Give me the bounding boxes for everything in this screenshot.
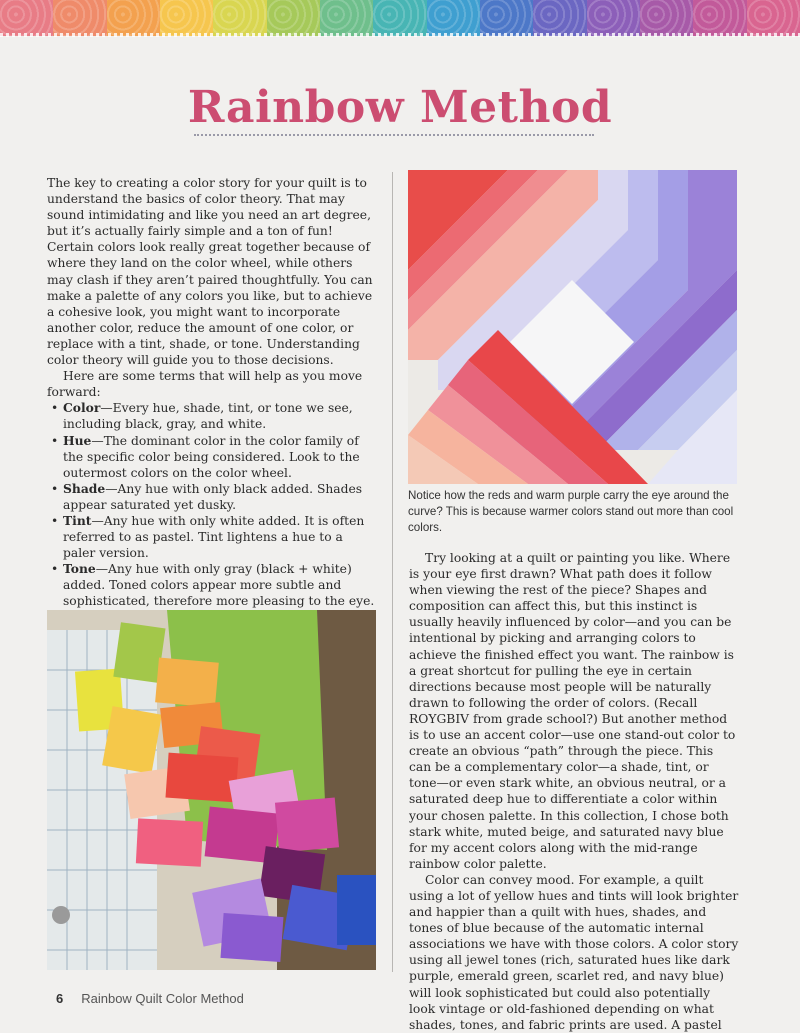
page-number: 6 [56,991,64,1006]
banner-fabric-swatch [640,0,693,36]
right-column [409,550,739,1033]
term-definition: —The dominant color in the color family of the specific color being considered. Look to the outermost colors on the color wheel. [63,433,360,480]
left-column [47,175,377,610]
term-definition: —Any hue with only black added. Shades appear saturated yet dusky. [63,481,363,512]
term-definition: —Any hue with only white added. It is often referred to as pastel. Tint lightens a hue to a paler version. [63,513,365,561]
banner-fabric-swatch [0,0,53,36]
column-divider [392,172,393,972]
title-dotted-rule [194,134,594,136]
banner-fabric-swatch [107,0,160,36]
body-paragraph: Color can convey mood. For example, a quilt using a lot of yellow hues and tints will look brighter and happier than a quilt with hues, shades, and tones of blue because of the automatic internal associations we have with those colors. A color story using all jewel tones (rich, saturated hues like dark purple, emerald green, scarlet red, and navy blue) will look sophisticated but could also potentially look vintage or old-fashioned depending on what shades, tones, and fabric prints are used. A pastel [409,872,739,1032]
list-item [47,561,377,609]
banner-fabric-swatch [213,0,266,36]
banner-fabric-swatch [53,0,106,36]
banner-fabric-swatch [373,0,426,36]
image-caption: Notice how the reds and warm purple carry the eye around the curve? This is because warmer colors stand out more than cool colors. [408,489,734,534]
list-item [47,481,377,513]
term-definition: —Every hue, shade, tint, or tone we see, including black, gray, and white. [63,401,353,432]
term-definition: —Any hue with only gray (black + white) added. Toned colors appear more subtle and sophisticated, therefore more pleasing to the eye. [63,562,375,609]
page-title: Rainbow Method [187,82,613,133]
list-item [47,400,377,432]
term-label: Tint [63,512,92,528]
banner-fabric-swatch [480,0,533,36]
terms-list [47,400,377,609]
page-footer [56,991,244,1006]
list-item [47,433,377,481]
banner-fabric-swatch [267,0,320,36]
terms-intro: Here are some terms that will help as you move forward: [47,369,363,400]
fabric-swatches-photo [47,610,376,970]
intro-paragraph: The key to creating a color story for your quilt is to understand the basics of color theory. That may sound intimidating and like you need an art degree, but it’s actually fairly simple and a ton of fun! Certain colors look really great together because of where they land on the color wheel, while others may clash if they aren’t paired thoughtfully. You can make a palette of any colors you like, but to achieve a cohesive look, you might want to incorporate another color, reduce the amount of one color, or replace with a tint, shade, or tone. Understanding color theory will guide you to those decisions. [47,176,373,368]
fabric-swatches-illustration [47,610,376,970]
term-label: Color [63,400,101,416]
banner-fabric-swatch [160,0,213,36]
rainbow-fabric-banner [0,0,800,36]
term-label: Shade [63,480,106,496]
body-paragraph: Try looking at a quilt or painting you like. Where is your eye first drawn? What path does it follow when viewing the rest of the piece? Shapes and composition can affect this, but this instinct is usually heavily influenced by color—and you can be intentional by picking and arranging colors to achieve the finished effect you want. The rainbow is a great shortcut for pulling the eye in certain directions because most people will be naturally drawn to following the order of colors. (Recall ROYGBIV from grade school?) But another method is to use an accent color—use one stand-out color to create an obvious “path” through the piece. This can be a complementary color—a shade, tint, or tone—or even stark white, an obvious neutral, or a saturated deep hue to differentiate a color within your chosen palette. In this collection, I chose both stark white, muted beige, and saturated navy blue for my accent colors along with the mid-range rainbow color palette. [409,551,736,871]
quilt-block-illustration [408,170,737,484]
banner-stitch-border [0,33,800,37]
book-title: Rainbow Quilt Color Method [81,991,244,1006]
banner-fabric-swatch [427,0,480,36]
banner-fabric-swatch [320,0,373,36]
banner-fabric-swatch [693,0,746,36]
banner-fabric-swatch [533,0,586,36]
term-label: Hue [63,432,92,448]
banner-fabric-swatch [587,0,640,36]
banner-fabric-swatch [747,0,800,36]
list-item [47,513,377,561]
term-label: Tone [63,561,96,577]
quilt-block-image [408,170,737,484]
